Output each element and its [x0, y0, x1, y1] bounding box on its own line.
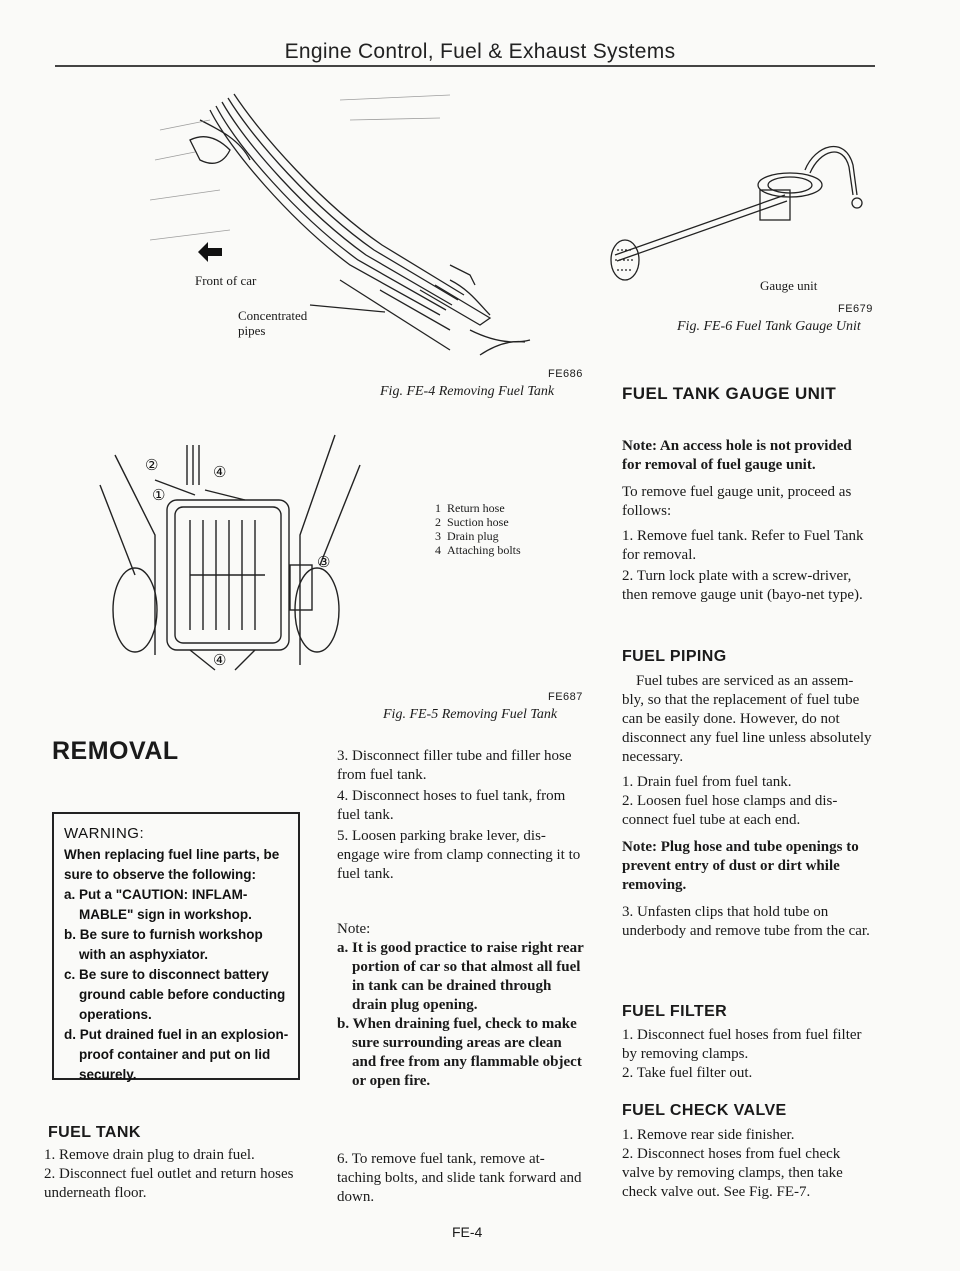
warning-item-d: d. Put drained fuel in an explosion-proof container and put on lid securely. [64, 1027, 289, 1082]
fig6-code: FE679 [838, 303, 873, 315]
callout-3: ③ [317, 555, 331, 571]
warning-title: WARNING: [64, 825, 145, 842]
warning-intro: When replacing fuel line parts, be sure to observe the following: [64, 847, 280, 882]
warning-item-a: a. Put a "CAUTION: INFLAM-MABLE" sign in workshop. [64, 887, 252, 922]
fuel-tank-steps [44, 1146, 306, 1203]
piping-step-2: 2. Loosen fuel hose clamps and dis-connect fuel tube at each end. [622, 793, 838, 828]
gauge-body [622, 483, 874, 605]
piping-step-1: 1. Drain fuel from fuel tank. [622, 774, 792, 790]
fig5-caption: Fig. FE-5 Removing Fuel Tank [383, 707, 558, 722]
middle-step-6: 6. To remove fuel tank, remove at-taching bolts, and slide tank forward and down. [337, 1151, 582, 1205]
piping-note: Note: Plug hose and tube openings to prevent entry of dust or dirt while removing. [622, 839, 859, 893]
fuel-tank-heading: FUEL TANK [48, 1124, 141, 1141]
piping-body [622, 672, 874, 941]
warning-item-b: b. Be sure to furnish workshop with an asphyxiator. [64, 927, 263, 962]
warning-box [52, 812, 300, 1080]
check-valve-heading: FUEL CHECK VALVE [622, 1102, 787, 1119]
gauge-step-1: 1. Remove fuel tank. Refer to Fuel Tank for removal. [622, 528, 864, 563]
filter-heading: FUEL FILTER [622, 1003, 728, 1020]
page-number: FE-4 [452, 1224, 483, 1240]
gauge-note: Note: An access hole is not provided for removal of fuel gauge unit. [622, 438, 852, 473]
middle-note-a: a. It is good practice to raise right rear portion of car so that almost all fuel in tank can be drained through drain plug opening. [337, 940, 584, 1013]
fig6-label: Gauge unit [760, 278, 818, 293]
piping-heading: FUEL PIPING [622, 648, 727, 665]
callout-1: ① [152, 488, 166, 504]
middle-note-label: Note: [337, 921, 371, 937]
piping-intro: Fuel tubes are serviced as an assem-bly, so that the replacement of fuel tube can be easily done. However, do not disconnect any fuel line unless absolutely necessary. [622, 673, 872, 765]
gauge-step-2: 2. Turn lock plate with a screw-driver, then remove gauge unit (bayo-net type). [622, 568, 863, 603]
fig4-code: FE686 [548, 368, 583, 380]
fig4-label-pipes-2: pipes [238, 323, 266, 338]
gauge-intro: To remove fuel gauge unit, proceed as follows: [622, 484, 852, 519]
filter-body [622, 1026, 874, 1083]
gauge-heading: FUEL TANK GAUGE UNIT [622, 384, 837, 403]
legend-item-4: 4 Attaching bolts [435, 543, 521, 557]
arrow-icon [198, 242, 222, 262]
callout-4-top: ④ [213, 465, 227, 481]
header-rule [55, 65, 875, 67]
filter-step-2: 2. Take fuel filter out. [622, 1065, 753, 1081]
fig-fe5-illustration [95, 425, 365, 685]
check-valve-body [622, 1126, 874, 1202]
check-valve-step-1: 1. Remove rear side finisher. [622, 1127, 795, 1143]
callout-2: ② [145, 458, 159, 474]
fig4-label-pipes-1: Concentrated [238, 308, 308, 323]
fig6-caption: Fig. FE-6 Fuel Tank Gauge Unit [677, 319, 861, 334]
legend-item-3: 3 Drain plug [435, 529, 499, 543]
middle-step-4: 4. Disconnect hoses to fuel tank, from fuel tank. [337, 788, 566, 823]
fuel-tank-step-2: 2. Disconnect fuel outlet and return hoses underneath floor. [44, 1166, 294, 1201]
middle-note [337, 920, 587, 1091]
page-header: Engine Control, Fuel & Exhaust Systems [284, 40, 676, 63]
legend-item-2: 2 Suction hose [435, 515, 509, 529]
legend-item-1: 1 Return hose [435, 501, 505, 515]
middle-step-3: 3. Disconnect filler tube and filler hose from fuel tank. [337, 748, 572, 783]
middle-note-b: b. When draining fuel, check to make sure surrounding areas are clean and free from any flammable object or open fire. [337, 1016, 582, 1089]
removal-heading: REMOVAL [52, 737, 179, 765]
piping-step-3: 3. Unfasten clips that hold tube on underbody and remove tube from the car. [622, 904, 870, 939]
callout-4-bottom: ④ [213, 653, 227, 669]
fig4-caption: Fig. FE-4 Removing Fuel Tank [380, 384, 555, 399]
warning-item-c: c. Be sure to disconnect battery ground cable before conducting operations. [64, 967, 286, 1022]
check-valve-step-2: 2. Disconnect hoses from fuel check valve by removing clamps, then take check valve out. See Fig. FE-7. [622, 1146, 843, 1200]
fuel-tank-step-1: 1. Remove drain plug to drain fuel. [44, 1147, 255, 1163]
fig-fe4-illustration [150, 90, 590, 360]
fig-fe6-illustration [605, 135, 875, 285]
fig4-label-front: Front of car [195, 273, 257, 288]
filter-step-1: 1. Disconnect fuel hoses from fuel filter by removing clamps. [622, 1027, 862, 1062]
middle-step-5: 5. Loosen parking brake lever, dis-engage wire from clamp connecting it to fuel tank. [337, 828, 581, 882]
fig5-code: FE687 [548, 691, 583, 703]
fig5-legend [435, 501, 521, 557]
middle-steps [337, 747, 587, 884]
